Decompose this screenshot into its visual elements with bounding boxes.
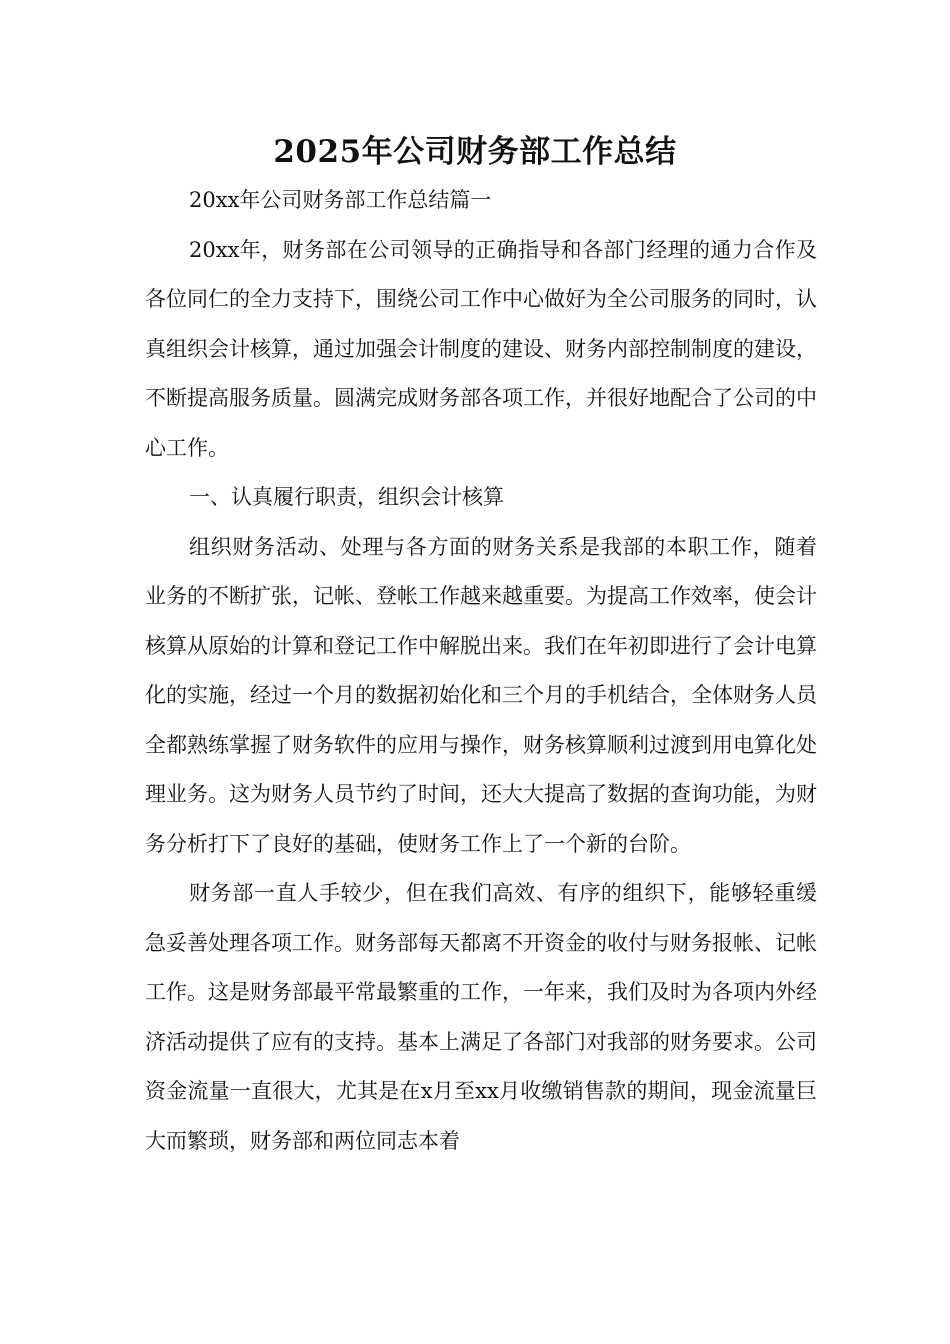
paragraph-staffing: 财务部一直人手较少，但在我们高效、有序的组织下，能够轻重缓急妥善处理各项工作。财务部每天都离不开资金的收付与财务报帐、记帐工作。这是财务部最平常最繁重的工作，一年来，我们及时为各项内外经济活动提供了应有的支持。基本上满足了各部门对我部的财务要求。公司资金流量一直很大，尤其是在x月至xx月收缴销售款的期间，现金流量巨大而繁琐，财务部和两位同志本着	[145, 881, 817, 1153]
section-heading-1: 一、认真履行职责，组织会计核算	[189, 485, 504, 509]
paragraph-intro: 20xx年，财务部在公司领导的正确指导和各部门经理的通力合作及各位同仁的全力支持下，围绕公司工作中心做好为全公司服务的同时，认真组织会计核算，通过加强会计制度的建设、财务内部控制制度的建设，不断提高服务质量。圆满完成财务部各项工作，并很好地配合了公司的中心工作。	[145, 237, 817, 460]
document-title: 2025年公司财务部工作总结	[273, 134, 677, 170]
document-subtitle: 20xx年公司财务部工作总结篇一	[189, 188, 492, 212]
paragraph-accounting: 组织财务活动、处理与各方面的财务关系是我部的本职工作，随着业务的不断扩张，记帐、登帐工作越来越重要。为提高工作效率，使会计核算从原始的计算和登记工作中解脱出来。我们在年初即进行了会计电算化的实施，经过一个月的数据初始化和三个月的手机结合，全体财务人员全都熟练掌握了财务软件的应用与操作，财务核算顺利过渡到用电算化处理业务。这为财务人员节约了时间，还大大提高了数据的查询功能，为财务分析打下了良好的基础，使财务工作上了一个新的台阶。	[145, 534, 817, 856]
document-body	[145, 176, 817, 1166]
